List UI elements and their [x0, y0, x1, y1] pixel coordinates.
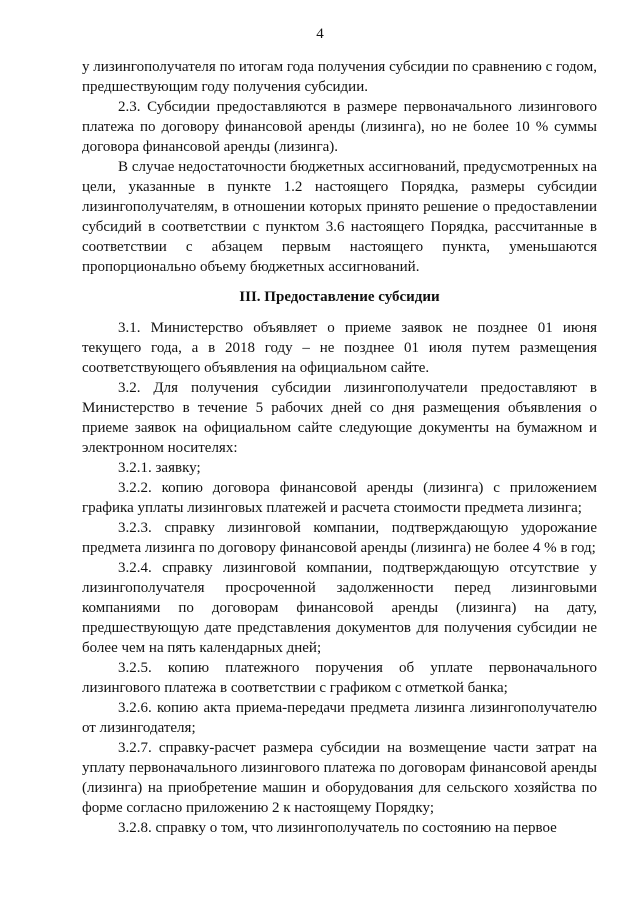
paragraph-3-2-2: 3.2.2. копию договора финансовой аренды (лизинга) с приложением графика уплаты лизинговых платежей и расчета стоимости предмета лизинга;	[82, 480, 597, 516]
paragraph-3-2: 3.2. Для получения субсидии лизингополучатели предоставляют в Министерство в течение 5 рабочих дней со дня размещения объявления о приеме заявок на официальном сайте следующие документы на бумажном и электронном носителях:	[82, 380, 597, 456]
paragraph-3-2-3: 3.2.3. справку лизинговой компании, подтверждающую удорожание предмета лизинга по договору финансовой аренды (лизинга) не более 4 % в год;	[82, 520, 597, 556]
document-body	[82, 57, 597, 838]
paragraph-3-2-5: 3.2.5. копию платежного поручения об уплате первоначального лизингового платежа в соответствии с графиком с отметкой банка;	[82, 660, 597, 696]
paragraph-3-2-8: 3.2.8. справку о том, что лизингополучатель по состоянию на первое	[118, 820, 557, 836]
paragraph-2-3: 2.3. Субсидии предоставляются в размере первоначального лизингового платежа по договору финансовой аренды (лизинга), но не более 10 % суммы договора финансовой аренды (лизинга).	[82, 99, 597, 155]
paragraph: у лизингополучателя по итогам года получения субсидии по сравнению с годом, предшествующим году получения субсидии.	[82, 59, 597, 95]
paragraph-3-2-1: 3.2.1. заявку;	[118, 460, 201, 476]
paragraph-3-1: 3.1. Министерство объявляет о приеме заявок не позднее 01 июня текущего года, а в 2018 году – не позднее 01 июля путем размещения соответствующего объявления на официальном сайте.	[82, 320, 597, 376]
paragraph-3-2-6: 3.2.6. копию акта приема-передачи предмета лизинга лизингополучателю от лизингодателя;	[82, 700, 597, 736]
section-heading: III. Предоставление субсидии	[239, 289, 440, 305]
paragraph-3-2-4: 3.2.4. справку лизинговой компании, подтверждающую отсутствие у лизингополучателя просроченной задолженности перед лизинговыми компаниями по договорам финансовой аренды (лизинга) на дату, предшествующую дате представления документов для получения субсидии не более чем на пять календарных дней;	[82, 560, 597, 656]
paragraph-3-2-7: 3.2.7. справку-расчет размера субсидии на возмещение части затрат на уплату первоначального лизингового платежа по договорам финансовой аренды (лизинга) на приобретение машин и оборудования для сельского хозяйства по форме согласно приложению 2 к настоящему Порядку;	[82, 740, 597, 816]
paragraph-insufficient-funds: В случае недостаточности бюджетных ассигнований, предусмотренных на цели, указанные в пункте 1.2 настоящего Порядка, размеры субсидии лизингополучателям, в отношении которых принято решение о предоставлении субсидий в соответствии с пунктом 3.6 настоящего Порядка, рассчитанные в соответствии с абзацем первым настоящего пункта, уменьшаются пропорционально объему бюджетных ассигнований.	[82, 159, 597, 275]
page-number: 4	[316, 26, 324, 42]
